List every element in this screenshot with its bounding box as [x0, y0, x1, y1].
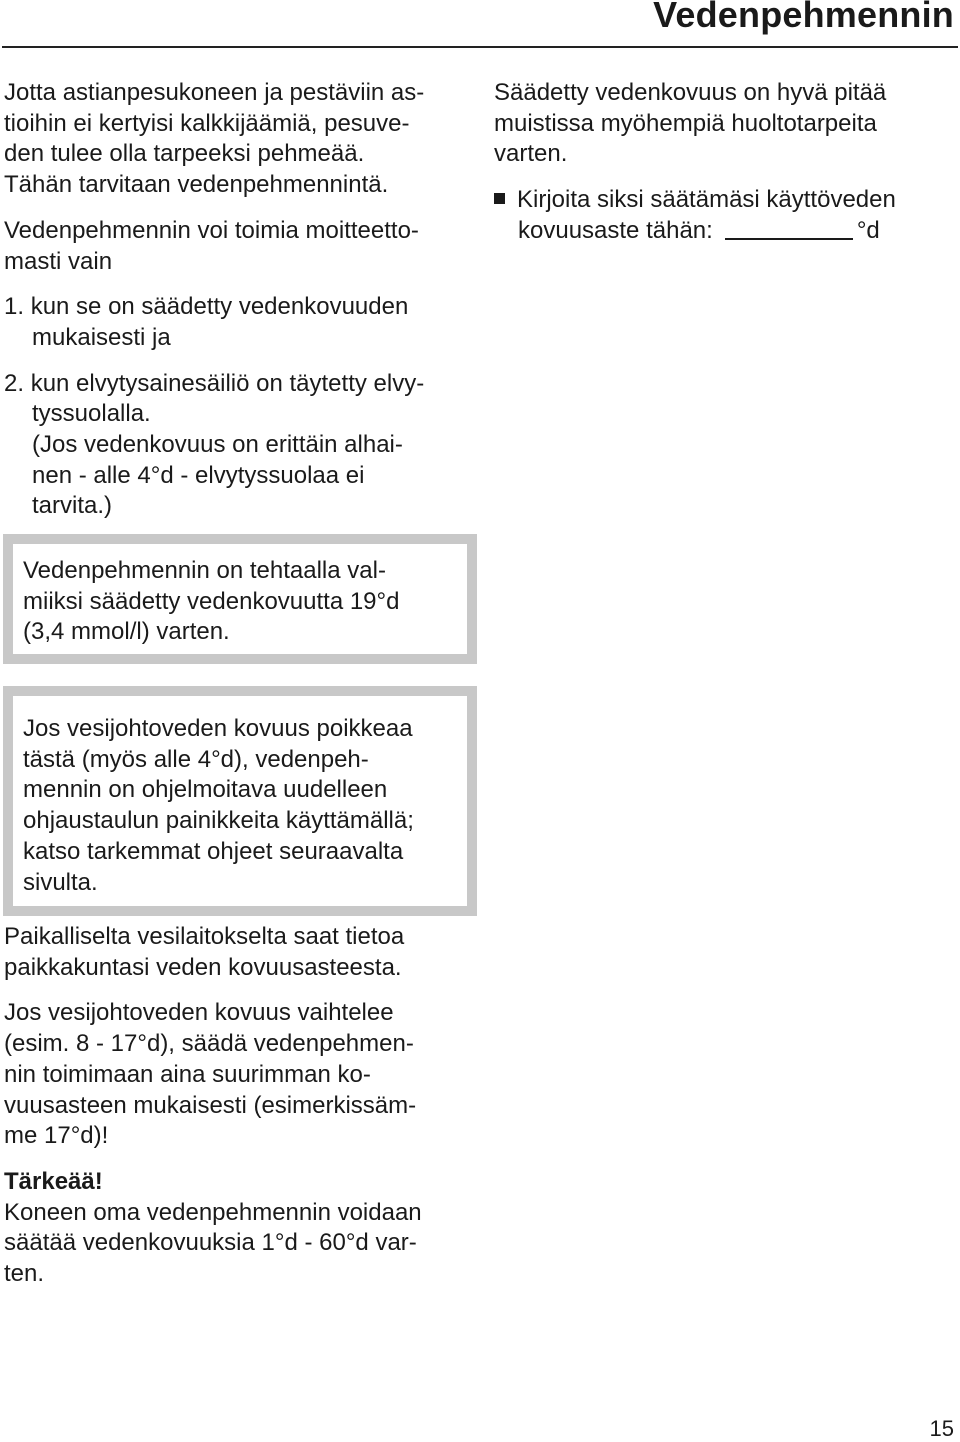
text-line: masti vain: [4, 247, 113, 275]
right-column: [494, 78, 944, 262]
text-line: vuusasteen mukaisesti (esimerkissäm-: [4, 1091, 417, 1119]
intro-paragraph: [4, 78, 466, 201]
left-column-lower: [4, 922, 466, 1305]
text-line: muistissa myöhempiä huoltotarpeita: [494, 109, 877, 137]
text-line: katso tarkemmat ohjeet seuraavalta: [23, 837, 404, 865]
important-heading: Tärkeää!: [4, 1167, 103, 1195]
write-hardness-instruction: [494, 185, 944, 246]
list-number: 1.: [4, 293, 25, 321]
text-line: (Jos vedenkovuus on erittäin alhai-: [32, 431, 403, 459]
text-line: (esim. 8 - 17°d), säädä vedenpehmen-: [4, 1030, 414, 1058]
text-line: Säädetty vedenkovuus on hyvä pitää: [494, 79, 887, 106]
degree-unit: °d: [856, 216, 880, 244]
text-line: (3,4 mmol/l) varten.: [23, 618, 230, 646]
text-line: mennin on ohjelmoitava uudelleen: [23, 776, 388, 804]
text-line: ohjaustaulun painikkeita käyttämällä;: [23, 807, 414, 835]
text-line: Kirjoita siksi säätämäsi käyttöveden: [494, 185, 944, 216]
text-line: paikkakuntasi veden kovuusasteesta.: [4, 953, 402, 981]
text-line: nin toimimaan aina suurimman ko-: [4, 1060, 371, 1088]
memo-paragraph: [494, 78, 944, 170]
text-line: tioihin ei kertyisi kalkkijäämiä, pesuve-: [4, 109, 410, 137]
text-line: Jotta astianpesukoneen ja pestäviin as-: [4, 79, 425, 106]
text-line: Paikalliselta vesilaitokselta saat tietoa: [4, 923, 405, 950]
text-line: Vedenpehmennin on tehtaalla val-: [23, 557, 386, 584]
square-bullet-icon: [494, 193, 505, 204]
text-line: Jos vesijohtoveden kovuus poikkeaa: [23, 715, 413, 742]
text-line: sivulta.: [23, 868, 98, 896]
list-item: [4, 369, 466, 523]
important-paragraph: [4, 1167, 466, 1290]
text-line: tyssuolalla.: [32, 400, 151, 428]
text-line: tarvita.): [32, 492, 113, 520]
text-line: säätää vedenkovuuksia 1°d - 60°d var-: [4, 1229, 417, 1257]
text-line: me 17°d)!: [4, 1122, 109, 1150]
list-number: 2.: [4, 369, 25, 397]
text-line: ten.: [4, 1260, 45, 1288]
note-box-factory-setting: [3, 534, 477, 664]
text-line: Koneen oma vedenpehmennin voidaan: [4, 1198, 422, 1226]
left-column: [4, 78, 466, 537]
page-title: Vedenpehmennin: [653, 0, 954, 35]
text-line: Jos vesijohtoveden kovuus vaihtelee: [4, 999, 394, 1027]
local-info-paragraph: [4, 922, 466, 983]
text-line: mukaisesti ja: [32, 323, 171, 351]
text-line: 2. kun elvytysainesäiliö on täytetty elvy-: [4, 369, 425, 397]
text-line: miiksi säädetty vedenkovuutta 19°d: [23, 587, 400, 615]
hardness-blank-line: [725, 218, 853, 240]
text-line: Tähän tarvitaan vedenpehmennintä.: [4, 171, 389, 199]
text-line: nen - alle 4°d - elvytyssuolaa ei: [32, 461, 365, 489]
list-item: [4, 292, 466, 353]
header-rule: [2, 46, 958, 48]
text-line: varten.: [494, 140, 568, 168]
text-line: Vedenpehmennin voi toimia moitteetto-: [4, 216, 419, 244]
note-box-reprogramming: [3, 686, 477, 916]
page-number: 15: [929, 1416, 954, 1441]
text-line: kovuusaste tähän: °d: [518, 216, 880, 244]
text-line: 1. kun se on säädetty vedenkovuuden: [4, 293, 409, 321]
text-line: tästä (myös alle 4°d), vedenpeh-: [23, 745, 369, 773]
varying-hardness-paragraph: [4, 998, 466, 1152]
condition-intro: [4, 216, 466, 277]
text-line: den tulee olla tarpeeksi pehmeää.: [4, 140, 365, 168]
